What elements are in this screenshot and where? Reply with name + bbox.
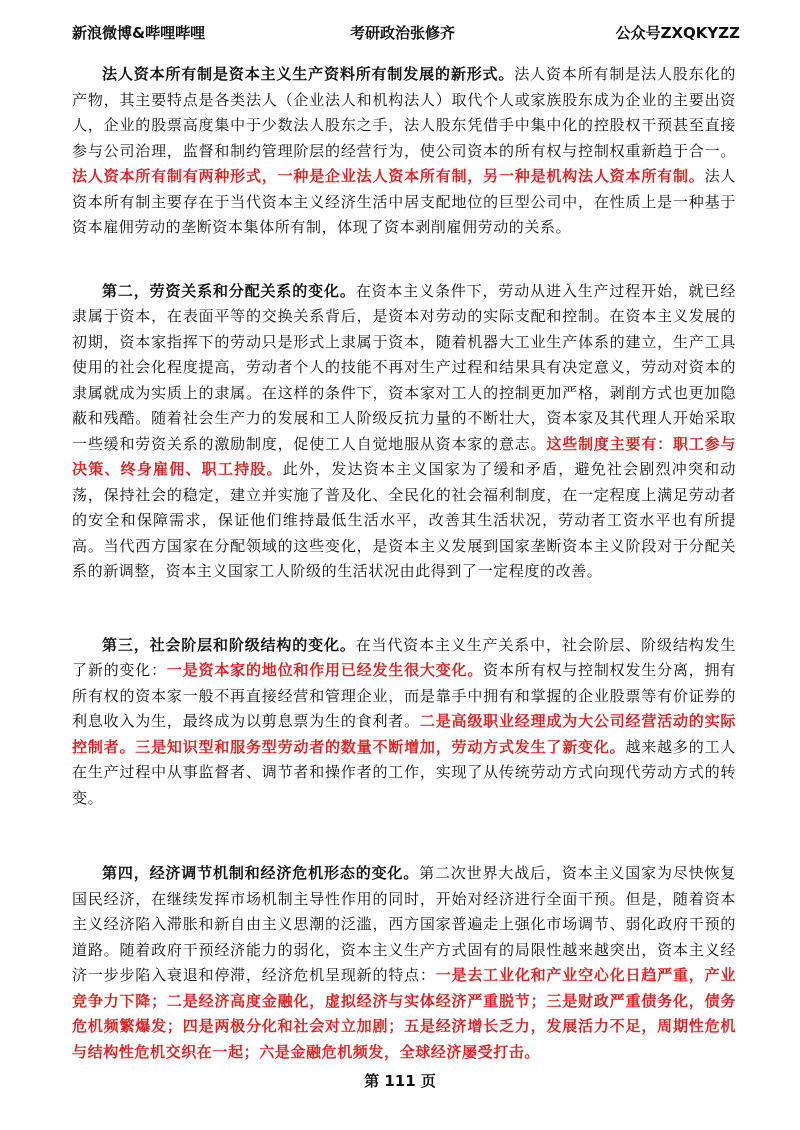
page-header [72,18,740,44]
heading-sentence: 第二，劳资关系和分配关系的变化。 [102,281,356,300]
text-run: 第二次世界大战后，资本主义国家为尽快恢复国民经济，在继续发挥市场机制主导性作用的同时，开始对经济进行全面干预。但是，随着资本主义经济陷入滞胀和新自由主义思潮的泛滥，西方国家普遍走上强化市场调节、弱化政府干预的道路。随着政府干预经济能力的弱化，资本主义生产方式固有的局限性越来越突出，资本主义经济一步步陷入衰退和停滞，经济危机呈现新的特点： [72,864,736,984]
highlight-run: 一是资本家的地位和作用已经发生很大变化。 [166,661,484,679]
paragraph-legal-person-capital [72,62,736,241]
text-run: 法人资本所有制是法人股东化的产物，其主要特点是各类法人（企业法人和机构法人）取代个人或家族股东成为企业的主要出资人，企业的股票高度集中于少数法人股东之手，法人股东凭借手中集中化的控股权干预甚至直接参与公司治理，监督和制约管理阶层的经营行为，使公司资本的所有权与控制权重新趋于合一。 [72,65,736,160]
paragraph-economic-crisis [72,861,736,1065]
text-run: 资本所有权与控制权发生分离，拥有所有权的资本家一般不再直接经营和管理企业，而是靠手中拥有和掌握的企业股票等有价证券的利息收入为生，最终成为以剪息票为生的食利者。 [72,661,736,730]
header-wechat-account: 公众号ZXQKYZZ [615,24,740,42]
text-run: 此外，发达资本主义国家为了缓和矛盾，避免社会剧烈冲突和动荡，保持社会的稳定，建立并实施了普及化、全民化的社会福利制度，在一定程度上满足劳动者的安全和保障需求，保证他们维持最低生活水平，改善其生活状况，劳动者工资水平也有所提高。当代西方国家在分配领域的这些变化，是资本主义发展到国家垄断资本主义阶段对于分配关系的新调整，资本主义国家工人阶级的生活状况由此得到了一定程度的改善。 [72,460,736,580]
heading-sentence: 第三，社会阶层和阶级结构的变化。 [102,635,356,654]
heading-sentence: 法人资本所有制是资本主义生产资料所有制发展的新形式。 [102,65,515,83]
header-weibo-bilibili: 新浪微博&哔哩哔哩 [72,24,206,42]
text-run: 在当代资本主义生产关系中，社会阶层、阶级结构发生了新的变化： [72,635,736,679]
text-run: 在资本主义条件下，劳动从进入生产过程开始，就已经隶属于资本，在表面平等的交换关系背后，是资本对劳动的实际支配和控制。在资本主义发展的初期，资本家指挥下的劳动只是形式上隶属于资本，随着机器大工业生产体系的建立，生产工具使用的社会化程度提高，劳动者个人的技能不再对生产过程和结果具有决定意义，劳动对资本的隶属就成为实质上的隶属。在这样的条件下，资本家对工人的控制更加严格，剥削方式也更加隐蔽和残酷。随着社会生产力的发展和工人阶级反抗力量的不断壮大，资本家及其代理人开始采取一些缓和劳资关系的激励制度，促使工人自觉地服从资本家的意志。 [72,281,736,453]
page-number: 第 111 页 [364,1072,436,1090]
paragraph-labor-relations [72,279,736,585]
text-run: 法人资本所有制主要存在于当代资本主义经济生活中居支配地位的巨型公司中，在性质上是一种基于资本雇佣劳动的垄断资本集体所有制，体现了资本剥削雇佣劳动的关系。 [72,167,736,236]
heading-sentence: 第四，经济调节机制和经济危机形态的变化。 [102,864,420,882]
document-body [72,62,736,1105]
text-run: 越来越多的工人在生产过程中从事监督者、调节者和操作者的工作，实现了从传统劳动方式向现代劳动方式的转变。 [72,737,736,807]
highlight-run: 二是高级职业经理成为大公司经营活动的实际控制者。三是知识型和服务型劳动者的数量不断增加，劳动方式发生了新变化。 [72,712,736,756]
highlight-run: 一是去工业化和产业空心化日趋严重，产业竞争力下降；二是经济高度金融化，虚拟经济与实体经济严重脱节；三是财政严重债务化，债务危机频繁爆发；四是两极分化和社会对立加剧；五是经济增长乏力，发展活力不足，周期性危机与结构性危机交织在一起；六是金融危机频发，全球经济屡受打击。 [72,966,736,1061]
highlight-run: 这些制度主要有：职工参与决策、终身雇佣、职工持股。 [72,434,736,478]
paragraph-class-structure [72,633,736,812]
header-title: 考研政治张修齐 [350,24,456,42]
highlight-run: 法人资本所有制有两种形式，一种是企业法人资本所有制，另一种是机构法人资本所有制。 [72,167,705,185]
